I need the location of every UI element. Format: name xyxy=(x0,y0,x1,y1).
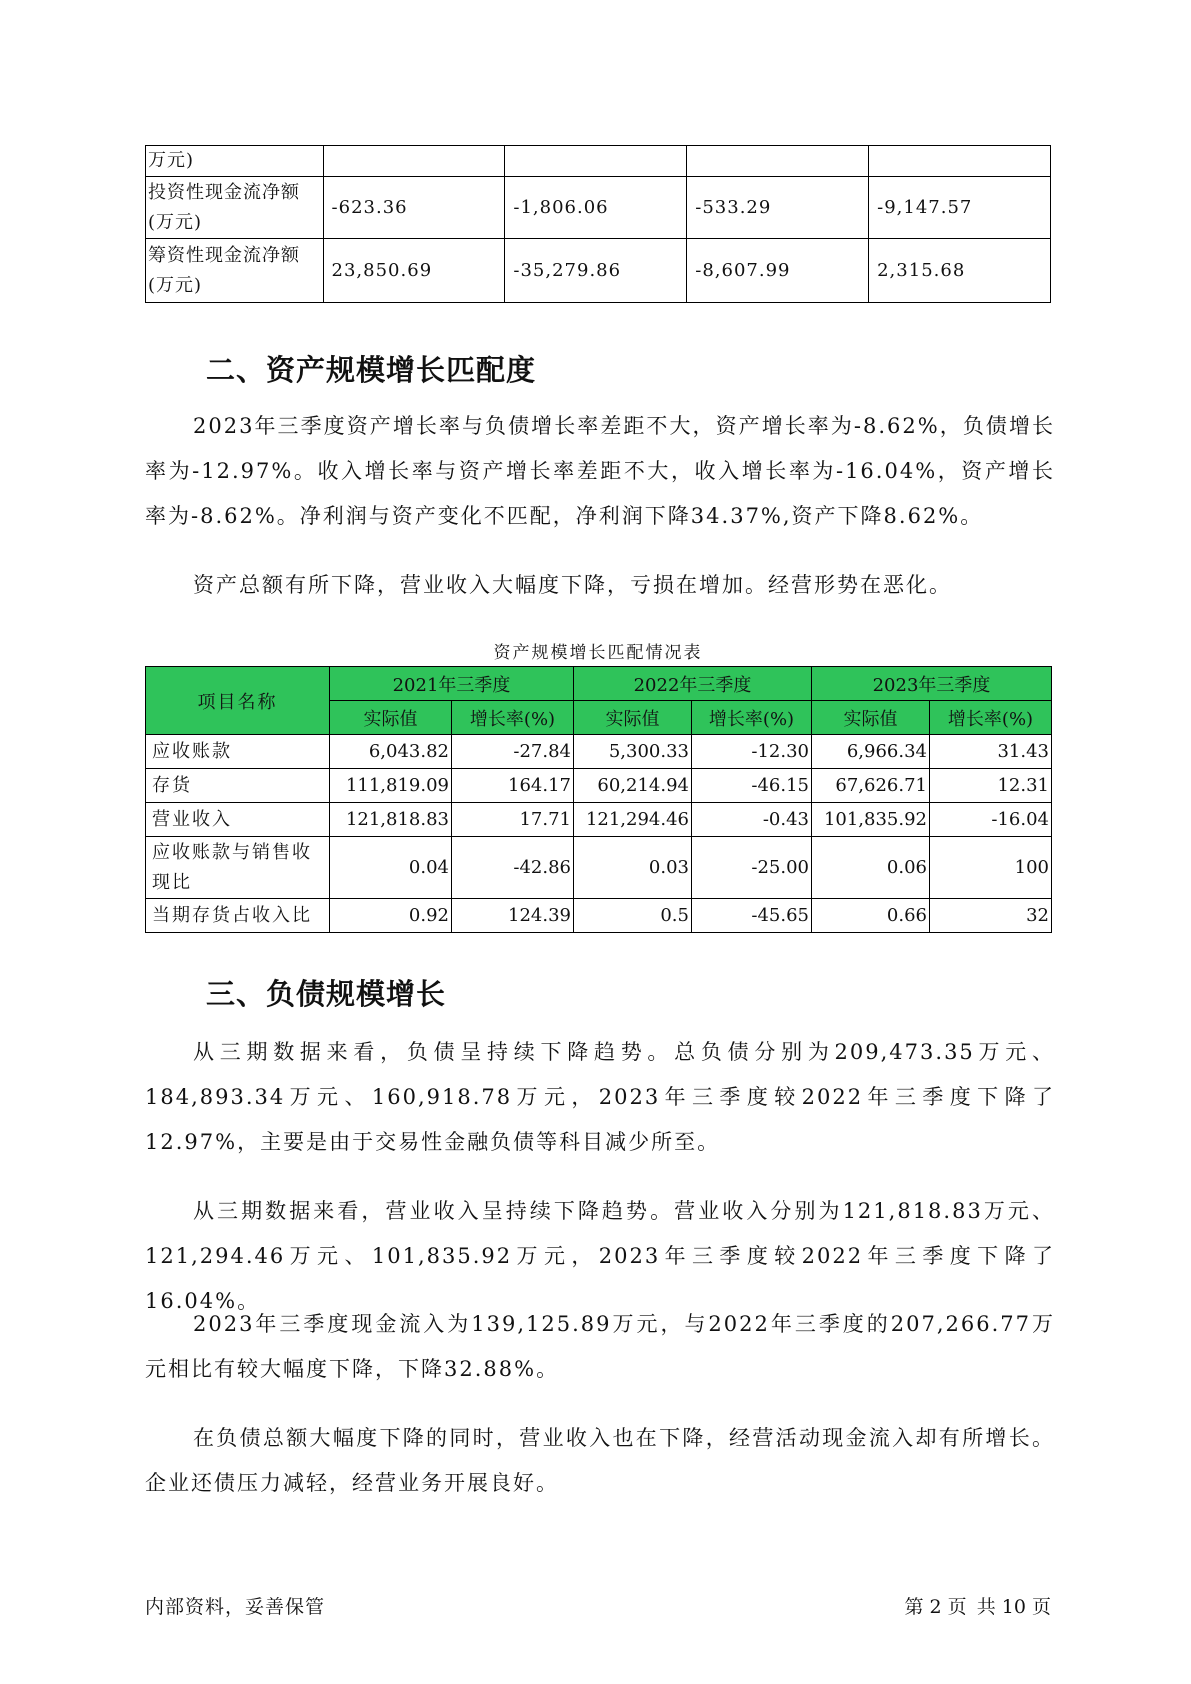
header-actual: 实际值 xyxy=(574,701,692,735)
header-period: 2023年三季度 xyxy=(812,667,1052,701)
table-row xyxy=(146,735,1052,769)
cell-value: 101,835.92 xyxy=(812,803,930,837)
row-label: 应收账款 xyxy=(146,735,330,769)
footer-confidential-note: 内部资料，妥善保管 xyxy=(145,1596,326,1618)
cell-value: 124.39 xyxy=(452,899,574,933)
cell-value: 0.66 xyxy=(812,899,930,933)
cell-value: 0.04 xyxy=(330,837,452,899)
cell-value: -1,806.06 xyxy=(505,177,687,239)
table-caption: 资产规模增长匹配情况表 xyxy=(493,643,703,663)
cell-value: 164.17 xyxy=(452,769,574,803)
cell-value: -16.04 xyxy=(930,803,1052,837)
cell-value: -46.15 xyxy=(692,769,812,803)
table-row xyxy=(146,239,1051,303)
asset-growth-match-table xyxy=(145,666,1052,933)
cell-value: -35,279.86 xyxy=(505,239,687,303)
header-growth: 增长率(%) xyxy=(930,701,1052,735)
row-label: 营业收入 xyxy=(146,803,330,837)
cell-value: 12.31 xyxy=(930,769,1052,803)
cell-value: 31.43 xyxy=(930,735,1052,769)
row-label: 当期存货占收入比 xyxy=(146,899,330,933)
cell-value: 17.71 xyxy=(452,803,574,837)
cell-value: -9,147.57 xyxy=(869,177,1051,239)
table-row xyxy=(146,177,1051,239)
cell-value: -0.43 xyxy=(692,803,812,837)
page-label: 第 2 页 xyxy=(904,1596,967,1618)
table-row xyxy=(146,803,1052,837)
footer-page-number xyxy=(901,1592,1051,1619)
table-row xyxy=(146,146,1051,177)
cell-value: -8,607.99 xyxy=(687,239,869,303)
cell-value: 0.5 xyxy=(574,899,692,933)
cell-value xyxy=(869,146,1051,177)
cell-value: 32 xyxy=(930,899,1052,933)
row-label: 存货 xyxy=(146,769,330,803)
row-label: 筹资性现金流净额(万元) xyxy=(146,239,324,303)
total-pages-label: 共 10 页 xyxy=(976,1596,1051,1618)
cell-value xyxy=(323,146,505,177)
header-actual: 实际值 xyxy=(330,701,452,735)
cell-value: -25.00 xyxy=(692,837,812,899)
row-label: 万元) xyxy=(146,146,324,177)
table-row xyxy=(146,899,1052,933)
cell-value: 60,214.94 xyxy=(574,769,692,803)
header-growth: 增长率(%) xyxy=(452,701,574,735)
cell-value: 111,819.09 xyxy=(330,769,452,803)
row-label: 投资性现金流净额(万元) xyxy=(146,177,324,239)
cell-value: -533.29 xyxy=(687,177,869,239)
header-period: 2021年三季度 xyxy=(330,667,574,701)
row-label: 应收账款与销售收现比 xyxy=(146,837,330,899)
header-growth: 增长率(%) xyxy=(692,701,812,735)
cell-value: -45.65 xyxy=(692,899,812,933)
section-heading-asset-growth: 二、资产规模增长匹配度 xyxy=(206,353,537,387)
paragraph: 2023年三季度现金流入为139,125.89万元，与2022年三季度的207,266.77万元相比有较大幅度下降，下降32.88%。 xyxy=(145,1312,1055,1381)
cell-value: 6,043.82 xyxy=(330,735,452,769)
cell-value xyxy=(687,146,869,177)
cell-value: 121,818.83 xyxy=(330,803,452,837)
cell-value: 2,315.68 xyxy=(869,239,1051,303)
paragraph: 从三期数据来看，营业收入呈持续下降趋势。营业收入分别为121,818.83万元、121,294.46万元、101,835.92万元，2023年三季度较2022年三季度下降了16.04%。 xyxy=(145,1199,1055,1313)
header-item-name: 项目名称 xyxy=(146,667,330,735)
cash-flow-table-continued xyxy=(145,145,1051,303)
paragraph: 在负债总额大幅度下降的同时，营业收入也在下降，经营活动现金流入却有所增长。企业还债压力减轻，经营业务开展良好。 xyxy=(145,1426,1055,1495)
cell-value: -12.30 xyxy=(692,735,812,769)
paragraph: 2023年三季度资产增长率与负债增长率差距不大，资产增长率为-8.62%，负债增长率为-12.97%。收入增长率与资产增长率差距不大，收入增长率为-16.04%，资产增长率为-8.62%。净利润与资产变化不匹配，净利润下降34.37%,资产下降8.62%。 xyxy=(145,414,1055,528)
cell-value xyxy=(505,146,687,177)
paragraph: 资产总额有所下降，营业收入大幅度下降，亏损在增加。经营形势在恶化。 xyxy=(193,573,952,597)
cell-value: -42.86 xyxy=(452,837,574,899)
table-header-row xyxy=(146,667,1052,701)
cell-value: 5,300.33 xyxy=(574,735,692,769)
paragraph: 从三期数据来看，负债呈持续下降趋势。总负债分别为209,473.35万元、184,893.34万元、160,918.78万元，2023年三季度较2022年三季度下降了12.97%，主要是由于交易性金融负债等科目减少所至。 xyxy=(145,1040,1055,1154)
table-row xyxy=(146,769,1052,803)
cell-value: 67,626.71 xyxy=(812,769,930,803)
table-row xyxy=(146,837,1052,899)
header-period: 2022年三季度 xyxy=(574,667,812,701)
cell-value: 121,294.46 xyxy=(574,803,692,837)
cell-value: -27.84 xyxy=(452,735,574,769)
cell-value: 6,966.34 xyxy=(812,735,930,769)
cell-value: 23,850.69 xyxy=(323,239,505,303)
header-actual: 实际值 xyxy=(812,701,930,735)
cell-value: 0.03 xyxy=(574,837,692,899)
cell-value: 0.06 xyxy=(812,837,930,899)
section-heading-liability-growth: 三、负债规模增长 xyxy=(206,977,447,1011)
cell-value: 0.92 xyxy=(330,899,452,933)
cell-value: -623.36 xyxy=(323,177,505,239)
cell-value: 100 xyxy=(930,837,1052,899)
